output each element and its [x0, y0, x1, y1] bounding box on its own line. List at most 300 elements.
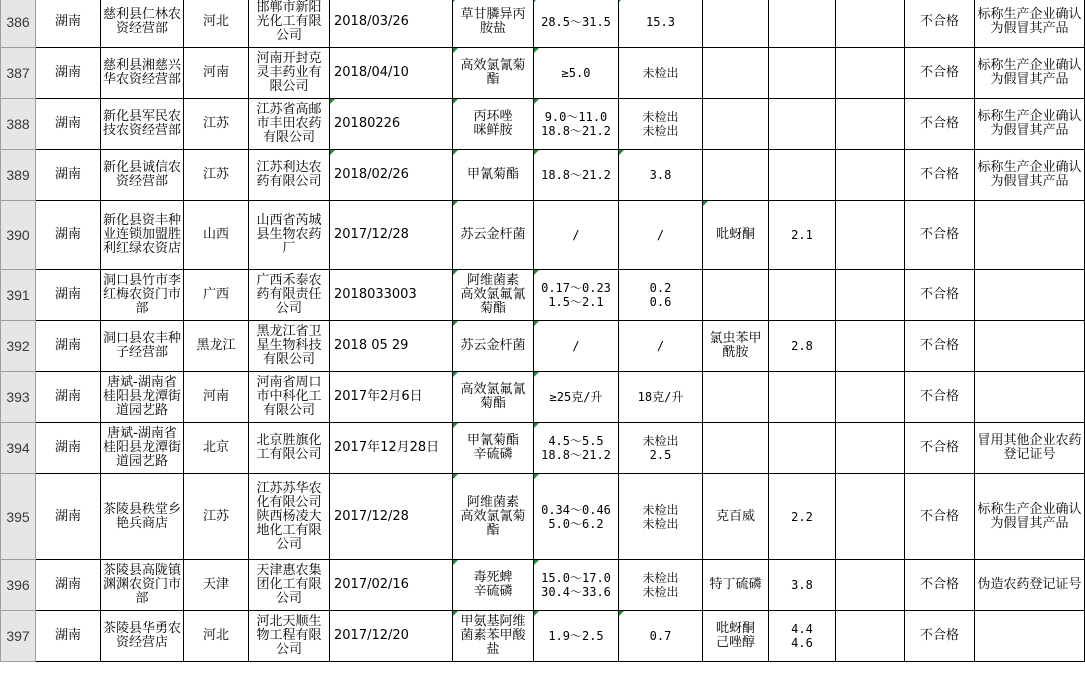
cell-text: 390	[6, 227, 30, 243]
cell-seller[interactable]	[101, 150, 184, 201]
cell-detected[interactable]	[619, 560, 703, 611]
cell-line: 4.6	[791, 636, 813, 650]
cell-producer[interactable]	[249, 48, 330, 99]
cell-line: 30.4～33.6	[541, 585, 611, 599]
cell-province[interactable]	[36, 99, 101, 150]
cell-line: 苏云金杆菌	[460, 338, 526, 353]
cell-text: 湖南	[54, 577, 81, 592]
table-row	[1, 372, 1085, 423]
cell-ingredient[interactable]	[453, 560, 534, 611]
cell-ingredient[interactable]	[453, 201, 534, 270]
cell-province[interactable]	[36, 474, 101, 560]
table-row	[1, 321, 1085, 372]
cell-text: 不合格	[919, 14, 959, 29]
cell-origin[interactable]	[184, 0, 249, 48]
cell-province[interactable]	[36, 270, 101, 321]
cell-line: /	[572, 228, 580, 242]
cell-origin[interactable]	[184, 321, 249, 372]
cell-text: 湖南	[54, 440, 81, 455]
cell-text: 不合格	[919, 227, 959, 242]
cell-line: 己唑醇	[715, 635, 755, 650]
cell-line: 3.8	[649, 168, 672, 182]
cell-line: 2.2	[791, 509, 813, 524]
cell-note[interactable]	[975, 423, 1085, 474]
cell-text: 标称生产企业确认为假冒其产品	[977, 7, 1082, 36]
row-header[interactable]	[1, 150, 36, 201]
cell-other-value[interactable]	[769, 270, 836, 321]
cell-text: 396	[6, 577, 30, 593]
cell-other-ingredient[interactable]	[703, 372, 769, 423]
cell-date[interactable]	[330, 201, 453, 270]
cell-text: 江苏省高邮市丰田农药有限公司	[256, 102, 322, 145]
cell-other-ingredient[interactable]	[703, 560, 769, 611]
cell-text: 湖南	[54, 167, 81, 182]
cell-detected[interactable]	[619, 474, 703, 560]
cell-standard[interactable]	[534, 99, 619, 150]
cell-result[interactable]	[905, 560, 975, 611]
cell-seller[interactable]	[101, 611, 184, 662]
cell-line: 未检出	[642, 585, 679, 599]
cell-standard[interactable]	[534, 201, 619, 270]
cell-other-value[interactable]	[769, 560, 836, 611]
cell-seller[interactable]	[101, 0, 184, 48]
cell-text: 湖南	[54, 287, 81, 302]
cell-date[interactable]	[330, 270, 453, 321]
cell-line: 18克/升	[637, 390, 684, 404]
cell-other-value[interactable]	[769, 423, 836, 474]
row-header[interactable]	[1, 560, 36, 611]
cell-ingredient[interactable]	[453, 611, 534, 662]
cell-line: /	[656, 339, 665, 353]
cell-note[interactable]	[975, 474, 1085, 560]
cell-text: 山西	[202, 227, 229, 242]
cell-text: 2017/12/20	[334, 628, 409, 643]
cell-text: 河南	[202, 65, 229, 80]
cell-line: 高效氯氰菊酯	[460, 58, 526, 87]
cell-date[interactable]	[330, 372, 453, 423]
cell-line: 15.0～17.0	[541, 571, 611, 585]
cell-detected[interactable]	[619, 270, 703, 321]
cell-detected[interactable]	[619, 372, 703, 423]
cell-origin[interactable]	[184, 372, 249, 423]
cell-note[interactable]	[975, 48, 1085, 99]
cell-line: 阿维菌素	[466, 494, 519, 510]
cell-other-value[interactable]	[769, 99, 836, 150]
table-row	[1, 270, 1085, 321]
cell-ingredient[interactable]	[453, 372, 534, 423]
cell-producer[interactable]	[249, 150, 330, 201]
cell-line: 丙环唑	[473, 109, 513, 124]
cell-text: 2017年2月6日	[334, 389, 423, 404]
cell-note[interactable]	[975, 611, 1085, 662]
cell-empty[interactable]	[836, 423, 905, 474]
cell-other-value[interactable]	[769, 48, 836, 99]
cell-note[interactable]	[975, 0, 1085, 48]
cell-text: 不合格	[919, 577, 959, 592]
cell-line: 辛硫磷	[473, 584, 513, 599]
cell-producer[interactable]	[249, 611, 330, 662]
cell-text: 河南	[202, 389, 229, 404]
cell-other-ingredient[interactable]	[703, 270, 769, 321]
cell-text: 茶陵县高陇镇渊渊农资门市部	[103, 563, 182, 606]
cell-line: 未检出	[642, 110, 679, 124]
cell-province[interactable]	[36, 321, 101, 372]
cell-text: 395	[6, 508, 30, 525]
cell-text: 黑龙江	[196, 338, 236, 353]
cell-text: 392	[6, 338, 30, 354]
cell-detected[interactable]	[619, 201, 703, 270]
cell-note[interactable]	[975, 560, 1085, 611]
cell-text: 茶陵县秩堂乡艳兵商店	[103, 501, 182, 531]
cell-text: 不合格	[919, 628, 959, 643]
row-header[interactable]	[1, 270, 36, 321]
cell-text: 黑龙江省卫星生物科技有限公司	[256, 324, 322, 367]
cell-text: 2018 05 29	[334, 338, 409, 353]
cell-text: 湖南	[54, 227, 81, 242]
cell-line: 2.5	[649, 448, 672, 462]
cell-other-value[interactable]	[769, 474, 836, 560]
cell-producer[interactable]	[249, 474, 330, 560]
cell-seller[interactable]	[101, 560, 184, 611]
cell-producer[interactable]	[249, 423, 330, 474]
cell-result[interactable]	[905, 372, 975, 423]
cell-text: 不合格	[919, 508, 959, 524]
cell-text: 2018033003	[334, 287, 417, 302]
cell-origin[interactable]	[184, 560, 249, 611]
cell-empty[interactable]	[836, 0, 905, 48]
cell-other-ingredient[interactable]	[703, 150, 769, 201]
cell-text: 387	[6, 65, 30, 81]
cell-text: 山西省芮城县生物农药厂	[256, 213, 322, 256]
cell-text: 2018/04/10	[334, 65, 409, 80]
cell-ingredient[interactable]	[453, 270, 534, 321]
cell-line: 0.2	[649, 281, 672, 295]
row-header[interactable]	[1, 423, 36, 474]
cell-line: 氯虫苯甲酰胺	[709, 331, 762, 360]
table-row	[1, 423, 1085, 474]
cell-other-ingredient[interactable]	[703, 611, 769, 662]
row-header[interactable]	[1, 99, 36, 150]
cell-line: 18.8～21.2	[541, 448, 611, 462]
cell-other-ingredient[interactable]	[703, 48, 769, 99]
cell-text: 江苏苏华农化有限公司陕西杨凌大地化工有限公司	[256, 480, 322, 552]
cell-province[interactable]	[36, 372, 101, 423]
cell-standard[interactable]	[534, 372, 619, 423]
cell-detected[interactable]	[619, 150, 703, 201]
cell-ingredient[interactable]	[453, 150, 534, 201]
cell-ingredient[interactable]	[453, 0, 534, 48]
cell-date[interactable]	[330, 321, 453, 372]
cell-empty[interactable]	[836, 372, 905, 423]
row-header[interactable]	[1, 0, 36, 48]
cell-text: 河北	[202, 14, 229, 29]
cell-text: 20180226	[334, 116, 401, 131]
cell-line: 未检出	[642, 516, 679, 531]
cell-line: ≥25克/升	[549, 390, 603, 404]
cell-text: 江苏利达农药有限公司	[256, 160, 322, 189]
cell-line: 1.5～2.1	[548, 295, 604, 309]
cell-text: 不合格	[919, 287, 959, 302]
cell-text: 唐斌-湖南省桂阳县龙潭街道园艺路	[103, 375, 182, 418]
cell-note[interactable]	[975, 201, 1085, 270]
cell-text: 2017/12/28	[334, 508, 409, 524]
cell-line: 阿维菌素	[466, 273, 519, 288]
cell-text: 江苏	[202, 167, 229, 182]
cell-other-value[interactable]	[769, 372, 836, 423]
cell-result[interactable]	[905, 150, 975, 201]
cell-seller[interactable]	[101, 372, 184, 423]
cell-date[interactable]	[330, 48, 453, 99]
cell-line: 未检出	[642, 571, 679, 585]
cell-text: 不合格	[919, 116, 959, 131]
row-header[interactable]	[1, 201, 36, 270]
cell-result[interactable]	[905, 321, 975, 372]
cell-standard[interactable]	[534, 474, 619, 560]
cell-text: 河南省周口市中科化工有限公司	[256, 375, 322, 418]
cell-empty[interactable]	[836, 560, 905, 611]
table-row	[1, 611, 1085, 662]
cell-empty[interactable]	[836, 321, 905, 372]
cell-text: 河北天顺生物工程有限公司	[256, 614, 322, 657]
cell-standard[interactable]	[534, 0, 619, 48]
cell-result[interactable]	[905, 0, 975, 48]
cell-ingredient[interactable]	[453, 321, 534, 372]
cell-text: 湖南	[54, 338, 81, 353]
cell-line: 甲氰菊酯	[466, 167, 519, 182]
cell-text: 江苏	[202, 116, 229, 131]
cell-note[interactable]	[975, 321, 1085, 372]
cell-origin[interactable]	[184, 48, 249, 99]
cell-text: 388	[6, 116, 30, 132]
cell-standard[interactable]	[534, 321, 619, 372]
cell-line: 0.6	[649, 295, 672, 309]
cell-other-ingredient[interactable]	[703, 99, 769, 150]
cell-standard[interactable]	[534, 48, 619, 99]
cell-text: 不合格	[919, 167, 959, 182]
cell-ingredient[interactable]	[453, 423, 534, 474]
cell-empty[interactable]	[836, 48, 905, 99]
cell-producer[interactable]	[249, 321, 330, 372]
cell-detected[interactable]	[619, 48, 703, 99]
cell-text: 394	[6, 440, 30, 456]
cell-date[interactable]	[330, 560, 453, 611]
cell-seller[interactable]	[101, 270, 184, 321]
cell-text: 新化县军民农技农资经营部	[103, 109, 182, 138]
cell-text: 2018/02/26	[334, 167, 409, 182]
cell-result[interactable]	[905, 423, 975, 474]
table-row	[1, 48, 1085, 99]
cell-line: 吡蚜酮	[715, 227, 755, 242]
cell-standard[interactable]	[534, 560, 619, 611]
cell-note[interactable]	[975, 99, 1085, 150]
cell-detected[interactable]	[619, 0, 703, 48]
cell-text: 唐斌-湖南省桂阳县龙潭街道园艺路	[103, 426, 182, 469]
cell-ingredient[interactable]	[453, 99, 534, 150]
row-header[interactable]	[1, 372, 36, 423]
cell-note[interactable]	[975, 150, 1085, 201]
cell-seller[interactable]	[101, 474, 184, 560]
cell-line: 吡蚜酮	[715, 621, 755, 636]
cell-line: 甲氨基阿维菌素苯甲酸盐	[460, 614, 526, 657]
cell-seller[interactable]	[101, 99, 184, 150]
cell-province[interactable]	[36, 48, 101, 99]
cell-text: 慈利县湘慈兴华农资经营部	[103, 58, 182, 87]
cell-other-ingredient[interactable]	[703, 201, 769, 270]
cell-text: 慈利县仁林农资经营部	[103, 7, 182, 36]
cell-line: 2.1	[791, 228, 813, 242]
cell-province[interactable]	[36, 611, 101, 662]
cell-text: 新化县资丰种业连锁加盟胜利红绿农资店	[103, 213, 182, 256]
cell-text: 洞口县竹市李红梅农资门市部	[103, 273, 182, 316]
cell-line: 3.8	[791, 578, 813, 592]
cell-line: 苏云金杆菌	[460, 227, 526, 242]
cell-line: 0.17～0.23	[541, 281, 611, 295]
cell-text: 广西禾泰农药有限责任公司	[256, 273, 322, 316]
cell-other-value[interactable]	[769, 201, 836, 270]
cell-line: 9.0～11.0	[544, 110, 608, 124]
cell-province[interactable]	[36, 560, 101, 611]
cell-text: 湖南	[54, 389, 81, 404]
cell-line: 未检出	[642, 502, 679, 517]
cell-line: 草甘膦异丙胺盐	[460, 7, 526, 36]
cell-line: 甲氰菊酯	[466, 433, 519, 448]
cell-producer[interactable]	[249, 99, 330, 150]
cell-empty[interactable]	[836, 270, 905, 321]
cell-other-value[interactable]	[769, 611, 836, 662]
cell-result[interactable]	[905, 48, 975, 99]
cell-province[interactable]	[36, 150, 101, 201]
cell-text: 2017年12月28日	[334, 440, 440, 455]
cell-line: 18.8～21.2	[541, 168, 611, 182]
cell-standard[interactable]	[534, 270, 619, 321]
cell-date[interactable]	[330, 474, 453, 560]
cell-result[interactable]	[905, 611, 975, 662]
cell-line: ≥5.0	[561, 66, 591, 80]
cell-result[interactable]	[905, 201, 975, 270]
cell-text: 不合格	[919, 338, 959, 353]
cell-empty[interactable]	[836, 474, 905, 560]
cell-empty[interactable]	[836, 150, 905, 201]
cell-text: 2017/02/16	[334, 577, 409, 592]
cell-text: 不合格	[919, 440, 959, 455]
cell-seller[interactable]	[101, 321, 184, 372]
cell-line: 未检出	[642, 124, 679, 138]
row-header[interactable]	[1, 474, 36, 560]
cell-text: 397	[6, 628, 30, 644]
cell-other-value[interactable]	[769, 321, 836, 372]
cell-detected[interactable]	[619, 611, 703, 662]
cell-text: 冒用其他企业农药登记证号	[977, 433, 1082, 462]
cell-producer[interactable]	[249, 0, 330, 48]
cell-line: 特丁硫磷	[709, 577, 762, 592]
cell-origin[interactable]	[184, 611, 249, 662]
cell-detected[interactable]	[619, 99, 703, 150]
cell-date[interactable]	[330, 150, 453, 201]
row-header[interactable]	[1, 611, 36, 662]
cell-seller[interactable]	[101, 423, 184, 474]
cell-text: 天津惠农集团化工有限公司	[256, 563, 322, 606]
cell-date[interactable]	[330, 99, 453, 150]
cell-origin[interactable]	[184, 201, 249, 270]
cell-text: 洞口县农丰种子经营部	[103, 331, 182, 360]
row-header[interactable]	[1, 48, 36, 99]
cell-note[interactable]	[975, 372, 1085, 423]
cell-text: 新化县诚信农资经营部	[103, 160, 182, 189]
cell-line: 咪鲜胺	[473, 123, 513, 138]
table-row	[1, 0, 1085, 48]
cell-origin[interactable]	[184, 474, 249, 560]
cell-seller[interactable]	[101, 201, 184, 270]
cell-text: 茶陵县华勇农资经营店	[103, 621, 182, 650]
cell-empty[interactable]	[836, 611, 905, 662]
cell-origin[interactable]	[184, 270, 249, 321]
cell-text: 河南开封克灵丰药业有限公司	[256, 51, 322, 94]
cell-result[interactable]	[905, 99, 975, 150]
cell-origin[interactable]	[184, 99, 249, 150]
cell-empty[interactable]	[836, 99, 905, 150]
cell-producer[interactable]	[249, 201, 330, 270]
cell-standard[interactable]	[534, 150, 619, 201]
cell-other-ingredient[interactable]	[703, 0, 769, 48]
cell-line: 克百威	[715, 508, 755, 524]
cell-line: /	[572, 339, 580, 353]
cell-producer[interactable]	[249, 270, 330, 321]
cell-line: 4.5～5.5	[548, 434, 604, 448]
cell-text: 邯郸市新阳光化工有限公司	[256, 0, 322, 43]
cell-detected[interactable]	[619, 423, 703, 474]
cell-line: 高效氯氰菊酯	[460, 508, 526, 538]
cell-result[interactable]	[905, 270, 975, 321]
cell-date[interactable]	[330, 611, 453, 662]
cell-producer[interactable]	[249, 372, 330, 423]
cell-text: 湖南	[54, 14, 81, 29]
cell-text: 389	[6, 167, 30, 183]
cell-standard[interactable]	[534, 611, 619, 662]
cell-line: 高效氯氟氰菊酯	[460, 287, 526, 316]
cell-province[interactable]	[36, 423, 101, 474]
cell-origin[interactable]	[184, 423, 249, 474]
table-row	[1, 150, 1085, 201]
cell-date[interactable]	[330, 423, 453, 474]
cell-text: 393	[6, 389, 30, 405]
cell-other-ingredient[interactable]	[703, 321, 769, 372]
cell-text: 湖南	[54, 508, 81, 524]
cell-result[interactable]	[905, 474, 975, 560]
cell-detected[interactable]	[619, 321, 703, 372]
row-header[interactable]	[1, 321, 36, 372]
cell-ingredient[interactable]	[453, 48, 534, 99]
cell-note[interactable]	[975, 270, 1085, 321]
cell-province[interactable]	[36, 201, 101, 270]
cell-empty[interactable]	[836, 201, 905, 270]
cell-other-ingredient[interactable]	[703, 423, 769, 474]
cell-other-value[interactable]	[769, 0, 836, 48]
cell-other-value[interactable]	[769, 150, 836, 201]
cell-text: 不合格	[919, 65, 959, 80]
cell-seller[interactable]	[101, 48, 184, 99]
cell-text: 标称生产企业确认为假冒其产品	[977, 109, 1082, 138]
cell-line: 未检出	[642, 66, 679, 80]
cell-date[interactable]	[330, 0, 453, 48]
cell-line: 18.8～21.2	[541, 124, 611, 138]
cell-producer[interactable]	[249, 560, 330, 611]
cell-other-ingredient[interactable]	[703, 474, 769, 560]
cell-line: 5.0～6.2	[548, 516, 604, 531]
cell-ingredient[interactable]	[453, 474, 534, 560]
cell-province[interactable]	[36, 0, 101, 48]
cell-standard[interactable]	[534, 423, 619, 474]
cell-origin[interactable]	[184, 150, 249, 201]
